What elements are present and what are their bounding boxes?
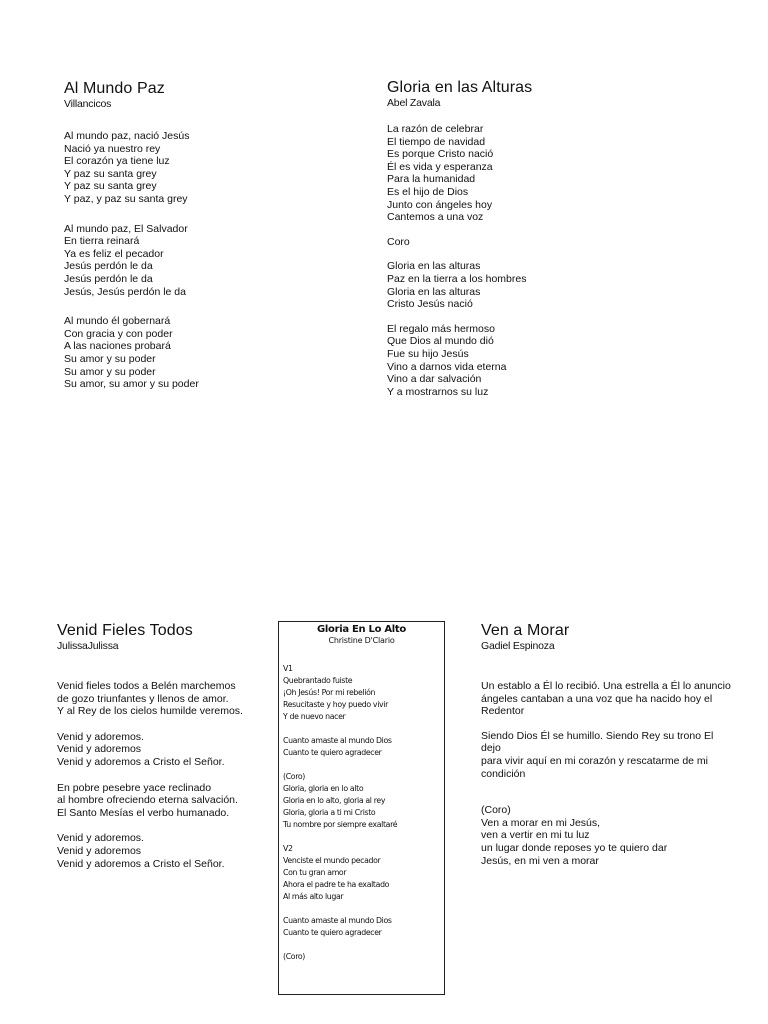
lyric-line: Un establo a Él lo recibió. Una estrella a Él lo anuncio [481, 680, 731, 692]
lyric-line: Y paz su santa grey [64, 167, 157, 180]
lyric-line: Venid y adoremos [57, 844, 142, 857]
lyric-line: Su amor, su amor y su poder [64, 378, 199, 391]
lyric-line: Gloria, gloria a ti mi Cristo [283, 808, 376, 817]
stanza [387, 323, 532, 399]
stanza [64, 315, 199, 391]
song-title: Venid Fieles Todos [57, 622, 193, 639]
lyric-line: Y al Rey de los cielos humilde veremos. [57, 705, 243, 718]
lyric-line: Venid y adoremos a Cristo el Señor. [57, 857, 225, 870]
song-author: Villancicos [64, 98, 112, 110]
song-author: JulissaJulissa [57, 640, 119, 652]
lyric-line: Quebrantado fuiste [283, 676, 353, 685]
lyric-line: Es porque Cristo nació [387, 148, 494, 161]
lyric-line: Al mundo él gobernará [64, 315, 171, 328]
lyric-line: Para la humanidad [387, 173, 476, 186]
lyric-line: Ahora el padre te ha exaltado [283, 880, 390, 889]
lyrics [64, 130, 199, 391]
lyric-line: para vivir aquí en mi corazón y rescatarme de mi condición [481, 754, 709, 780]
lyric-line: Al mundo paz, El Salvador [64, 222, 188, 235]
lyric-line: Gloria en lo alto, gloria al rey [283, 796, 386, 805]
lyric-line: Venid y adoremos a Cristo el Señor. [57, 755, 225, 768]
lyric-line: Vino a darnos vida eterna [387, 360, 507, 373]
lyric-line: En tierra reinará [64, 235, 140, 248]
lyric-line: (Coro) [283, 952, 306, 961]
lyrics [387, 123, 532, 398]
stanza [481, 680, 731, 718]
stanza [283, 951, 440, 963]
song-author: Christine D'Clario [328, 636, 395, 645]
lyric-line: Ven a morar en mi Jesús, [481, 816, 601, 829]
lyric-line: Venid y adoremos. [57, 832, 144, 845]
lyric-line: Cuanto te quiero agradecer [283, 748, 382, 757]
stanza [57, 731, 243, 769]
lyric-line: V1 [283, 664, 293, 673]
lyric-line: Gloria, gloria en lo alto [283, 784, 364, 793]
stanza [283, 663, 440, 723]
lyric-line: Gloria en las alturas [387, 285, 481, 298]
lyric-line: Jesús perdón le da [64, 272, 153, 285]
lyrics [481, 680, 731, 867]
lyric-line: Y a mostrarnos su luz [387, 385, 489, 398]
stanza [283, 915, 440, 939]
lyric-line: Venciste el mundo pecador [283, 856, 381, 865]
lyric-line: Y paz su santa grey [64, 180, 157, 193]
song-ven-a-morar [481, 622, 731, 867]
lyric-line: Y paz, y paz su santa grey [64, 192, 188, 205]
lyric-line: El regalo más hermoso [387, 322, 495, 335]
lyric-line: Jesús, en mi ven a morar [481, 854, 599, 867]
stanza [57, 832, 243, 870]
lyric-line: Cuanto amaste al mundo Dios [283, 736, 392, 745]
lyric-line: Y de nuevo nacer [283, 712, 346, 721]
lyric-line: Coro [387, 235, 410, 248]
song-title: Gloria En Lo Alto [317, 624, 406, 635]
lyric-line: Jesús perdón le da [64, 260, 153, 273]
stanza [283, 771, 440, 831]
lyric-line: ángeles cantaban a una voz que ha nacido hoy el Redentor [481, 692, 713, 718]
stanza [387, 236, 532, 249]
lyric-line: Cristo Jesús nació [387, 298, 473, 311]
lyric-line: ¡Oh Jesús! Por mi rebelión [283, 688, 376, 697]
lyric-line: (Coro) [283, 772, 306, 781]
lyric-line: Ya es feliz el pecador [64, 247, 164, 260]
lyric-line: Con tu gran amor [283, 868, 347, 877]
lyric-line: Venid y adoremos [57, 743, 142, 756]
lyric-line: Que Dios al mundo dió [387, 335, 494, 348]
lyric-line: Resucitaste y hoy puedo vivir [283, 700, 388, 709]
stanza [64, 130, 199, 206]
lyric-line: Con gracia y con poder [64, 327, 173, 340]
song-gloria-en-lo-alto-box [278, 621, 445, 995]
lyric-line: Venid y adoremos. [57, 730, 144, 743]
stanza [387, 260, 532, 310]
lyric-line: Al más alto lugar [283, 892, 344, 901]
stanza [57, 680, 243, 718]
lyric-line: En pobre pesebre yace reclinado [57, 781, 212, 794]
lyric-line: Tu nombre por siempre exaltaré [283, 820, 398, 829]
lyric-line: El Santo Mesías el verbo humanado. [57, 806, 230, 819]
lyric-line: Gloria en las alturas [387, 260, 481, 273]
lyric-line: Cuanto te quiero agradecer [283, 928, 382, 937]
lyric-line: Nació ya nuestro rey [64, 142, 161, 155]
lyric-line: Paz en la tierra a los hombres [387, 272, 527, 285]
lyric-line: de gozo triunfantes y llenos de amor. [57, 692, 229, 705]
lyric-line: Su amor y su poder [64, 352, 156, 365]
stanza [64, 223, 199, 299]
lyric-line: Junto con ángeles hoy [387, 198, 493, 211]
lyrics [57, 680, 243, 870]
lyric-line: al hombre ofreciendo eterna salvación. [57, 794, 238, 807]
lyric-line: Es el hijo de Dios [387, 185, 469, 198]
song-al-mundo-paz [64, 80, 199, 391]
song-title: Gloria en las Alturas [387, 79, 533, 96]
lyrics [283, 663, 440, 963]
song-author: Gadiel Espinoza [481, 640, 555, 652]
lyric-line: Venid fieles todos a Belén marchemos [57, 680, 236, 692]
stanza [283, 843, 440, 903]
lyric-line: Fue su hijo Jesús [387, 347, 469, 360]
song-venid-fieles-todos [57, 622, 243, 870]
song-author: Abel Zavala [387, 97, 441, 109]
lyric-line: La razón de celebrar [387, 123, 484, 135]
song-title: Al Mundo Paz [64, 80, 165, 97]
stanza [481, 804, 731, 867]
stanza [283, 735, 440, 759]
song-gloria-en-las-alturas [387, 79, 532, 398]
lyric-line: Siendo Dios Él se humillo. Siendo Rey su trono El dejo [481, 729, 714, 755]
lyric-line: Vino a dar salvación [387, 373, 482, 386]
lyric-line: V2 [283, 844, 293, 853]
lyric-line: A las naciones probará [64, 340, 171, 353]
lyric-line: Cuanto amaste al mundo Dios [283, 916, 392, 925]
lyric-line: Jesús, Jesús perdón le da [64, 285, 186, 298]
stanza [481, 730, 731, 780]
song-title: Ven a Morar [481, 622, 570, 639]
stanza [387, 123, 532, 224]
lyric-line: Él es vida y esperanza [387, 160, 493, 173]
lyric-line: El tiempo de navidad [387, 135, 486, 148]
stanza [57, 782, 243, 820]
lyric-line: un lugar donde reposes yo te quiero dar [481, 841, 668, 854]
lyric-line: Su amor y su poder [64, 365, 156, 378]
lyric-line: ven a vertir en mi tu luz [481, 829, 590, 842]
lyric-line: (Coro) [481, 804, 511, 817]
lyric-line: El corazón ya tiene luz [64, 155, 170, 168]
lyric-line: Al mundo paz, nació Jesús [64, 130, 190, 142]
lyric-line: Cantemos a una voz [387, 211, 484, 224]
